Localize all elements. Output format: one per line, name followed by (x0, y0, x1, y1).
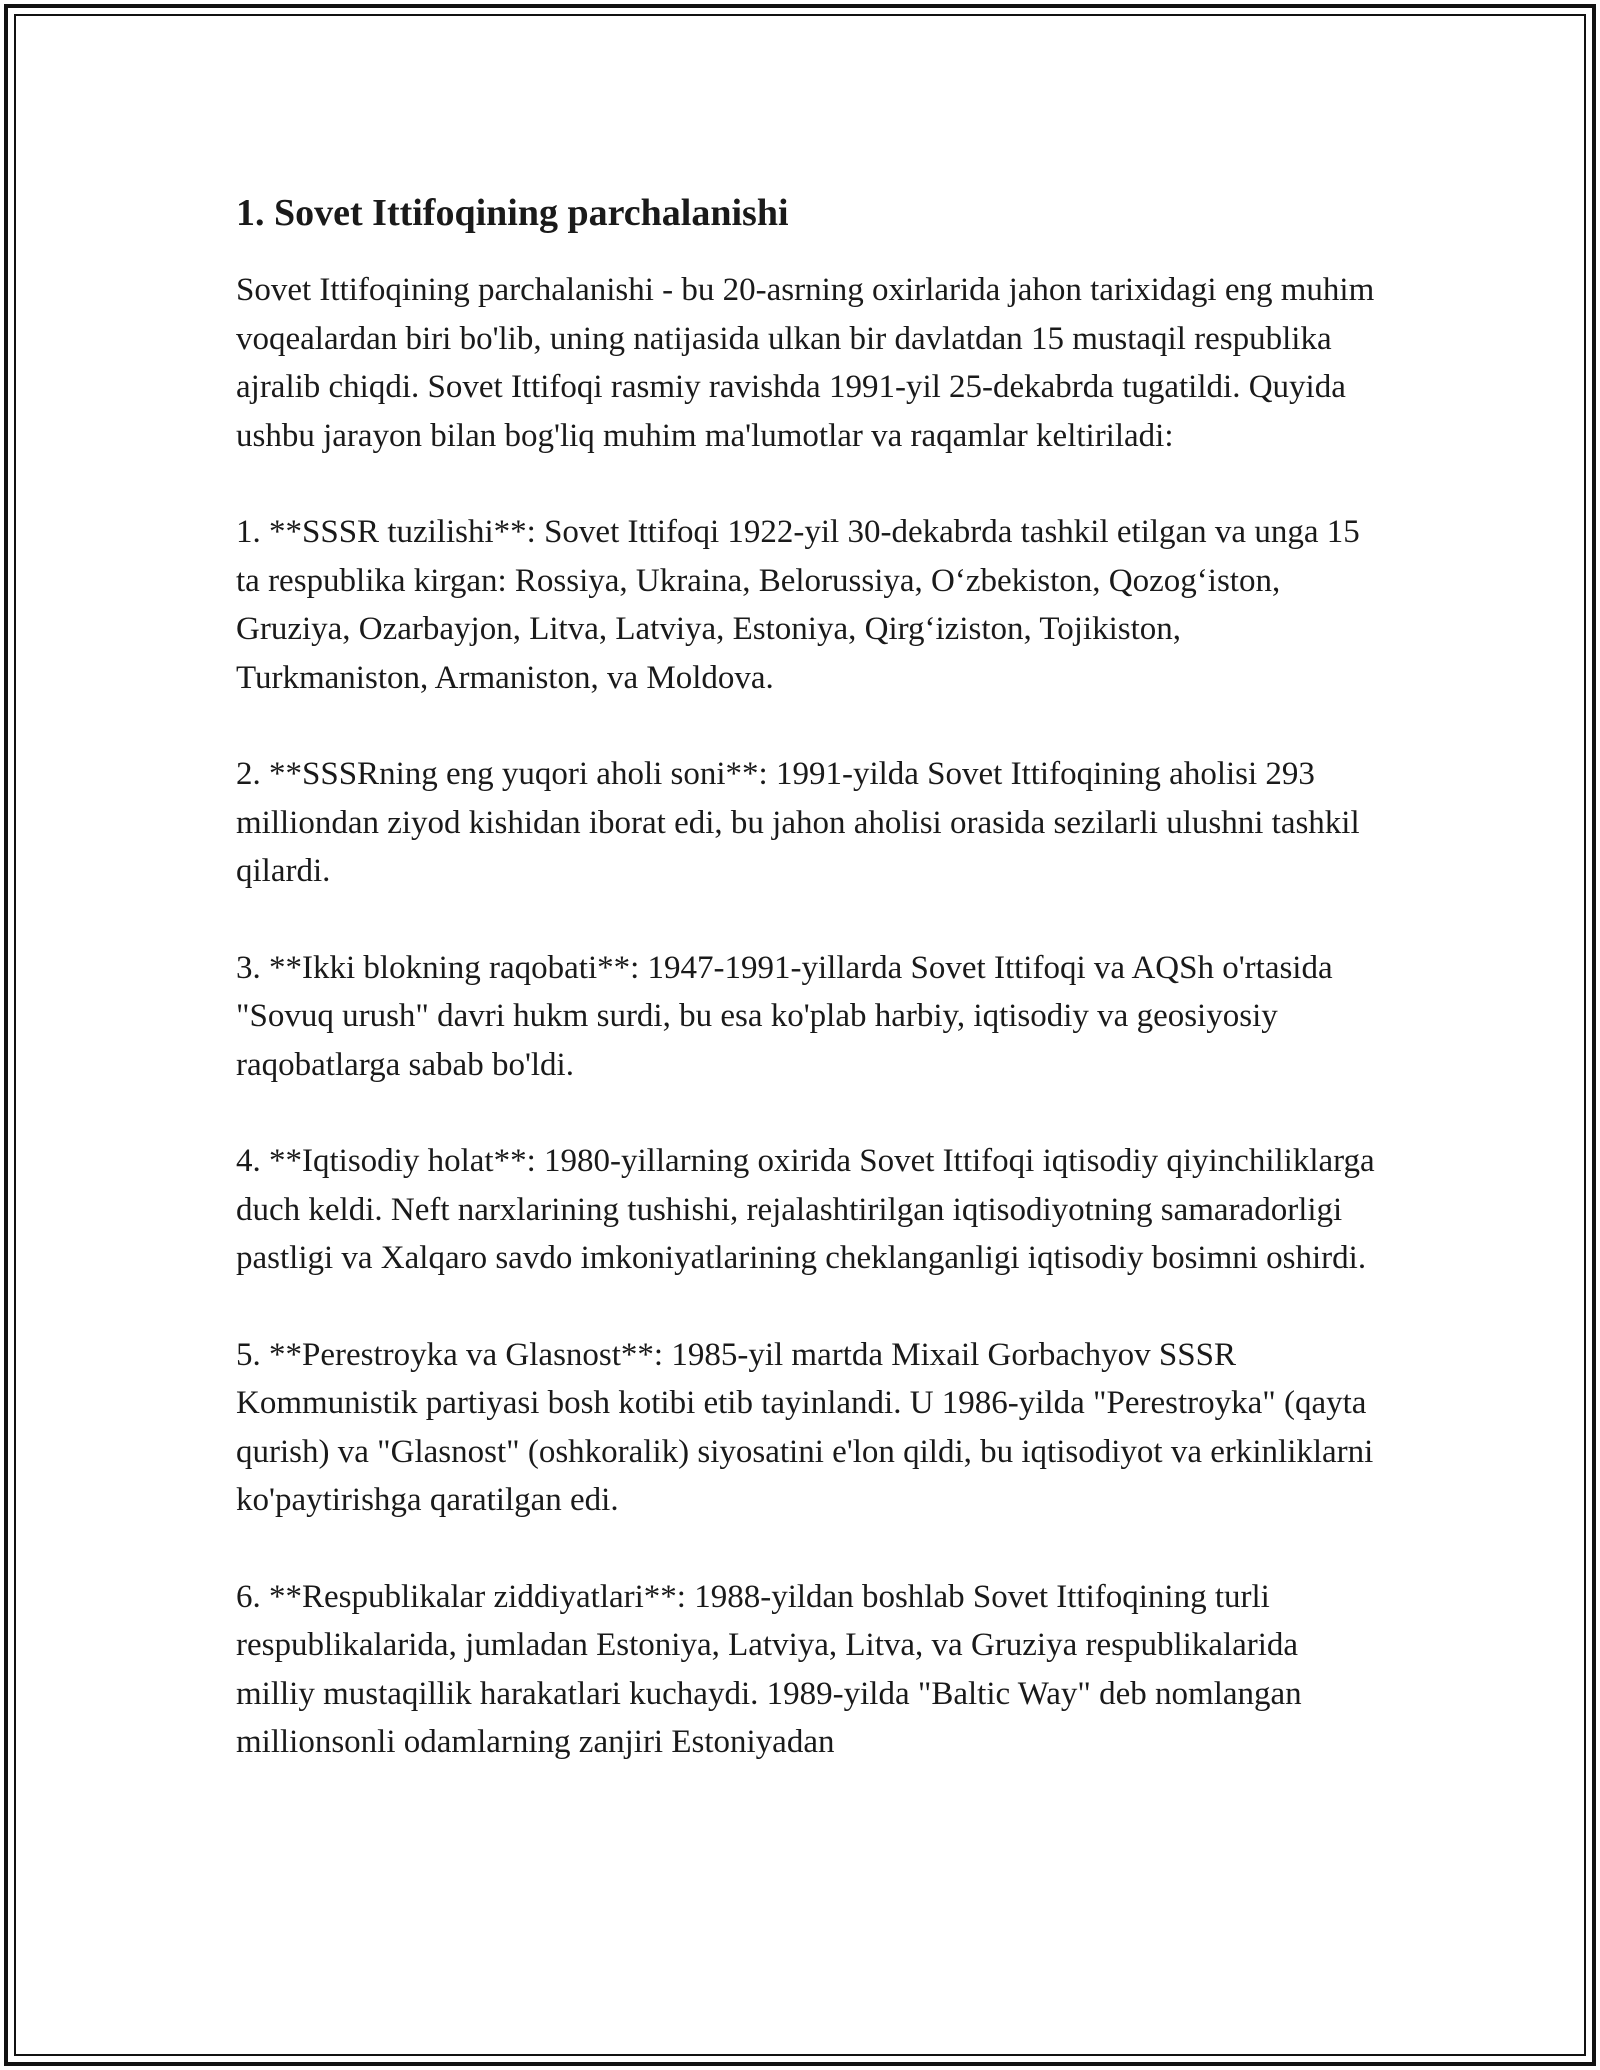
list-item-4: 4. **Iqtisodiy holat**: 1980-yillarning oxirida Sovet Ittifoqi iqtisodiy qiyinchiliklarga duch keldi. Neft narxlarining tushishi, rejalashtirilgan iqtisodiyotning samaradorligi pastligi va Xalqaro savdo imkoniyatlarining cheklanganligi iqtisodiy bosimni oshirdi. (236, 1143, 1375, 1276)
list-item-5: 5. **Perestroyka va Glasnost**: 1985-yil martda Mixail Gorbachyov SSSR Kommunistik partiyasi bosh kotibi etib tayinlandi. U 1986-yilda "Perestroyka" (qayta qurish) va "Glasnost" (oshkoralik) siyosatini e'lon qildi, bu iqtisodiyot va erkinliklarni ko'paytirishga qaratilgan edi. (236, 1336, 1374, 1518)
intro-paragraph: Sovet Ittifoqining parchalanishi - bu 20-asrning oxirlarida jahon tarixidagi eng muhim voqealardan biri bo'lib, uning natijasida ulkan bir davlatdan 15 mustaqil respublika ajralib chiqdi. Sovet Ittifoqi rasmiy ravishda 1991-yil 25-dekabrda tugatildi. Quyida ushbu jarayon bilan bog'liq muhim ma'lumotlar va raqamlar keltiriladi: (236, 272, 1375, 454)
document-title: 1. Sovet Ittifoqining parchalanishi (236, 192, 789, 234)
document-body (236, 186, 1376, 1815)
list-item-1: 1. **SSSR tuzilishi**: Sovet Ittifoqi 1922-yil 30-dekabrda tashkil etilgan va unga 15 ta respublika kirgan: Rossiya, Ukraina, Belorussiya, O‘zbekiston, Qozog‘iston, Gruziya, Ozarbayjon, Litva, Latviya, Estoniya, Qirg‘iziston, Tojikiston, Turkmaniston, Armaniston, va Moldova. (236, 514, 1360, 696)
list-item-2: 2. **SSSRning eng yuqori aholi soni**: 1991-yilda Sovet Ittifoqining aholisi 293 milliondan ziyod kishidan iborat edi, bu jahon aholisi orasida sezilarli ulushni tashkil qilardi. (236, 756, 1360, 889)
list-item-6: 6. **Respublikalar ziddiyatlari**: 1988-yildan boshlab Sovet Ittifoqining turli respublikalarida, jumladan Estoniya, Latviya, Litva, va Gruziya respublikalarida milliy mustaqillik harakatlari kuchaydi. 1989-yilda "Baltic Way" deb nomlangan millionsonli odamlarning zanjiri Estoniyadan (236, 1578, 1302, 1760)
list-item-3: 3. **Ikki blokning raqobati**: 1947-1991-yillarda Sovet Ittifoqi va AQSh o'rtasida "Sovuq urush" davri hukm surdi, bu esa ko'plab harbiy, iqtisodiy va geosiyosiy raqobatlarga sabab bo'ldi. (236, 949, 1333, 1083)
